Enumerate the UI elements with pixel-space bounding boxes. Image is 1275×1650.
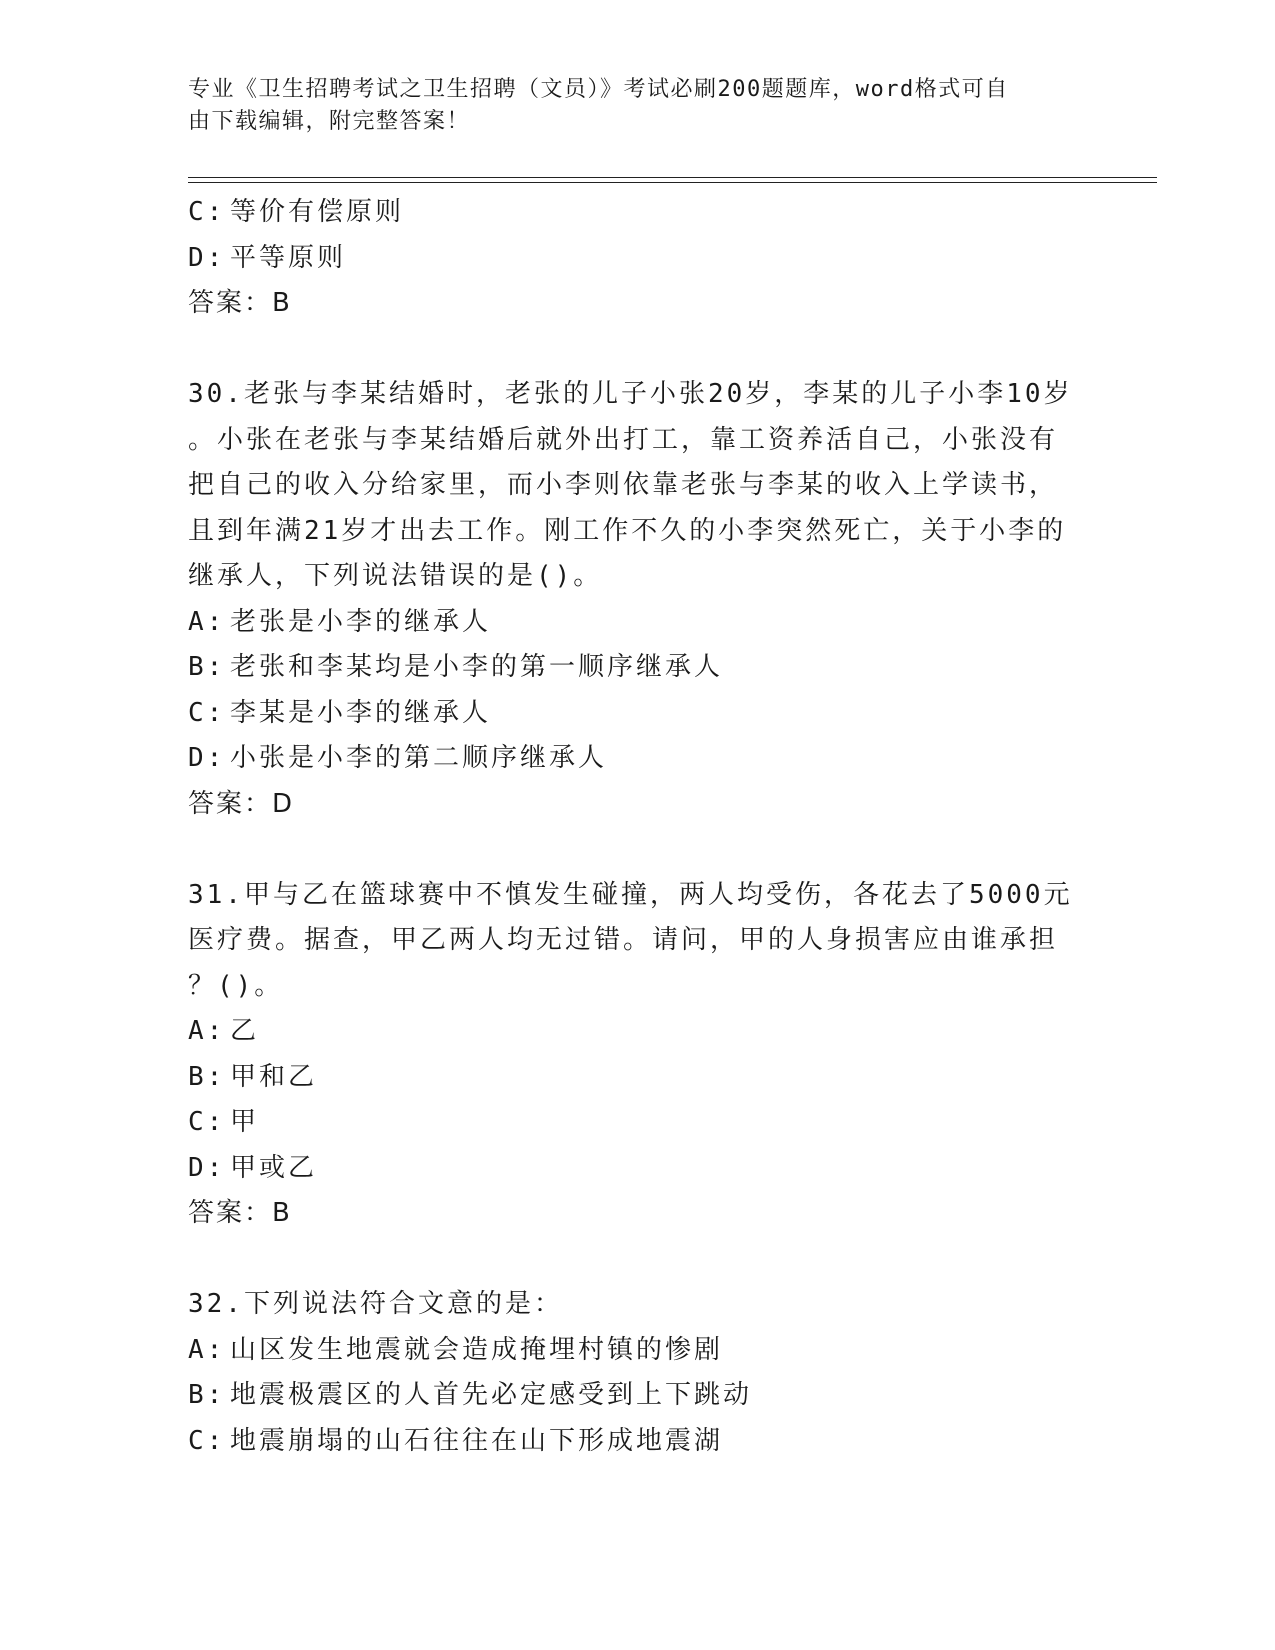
option-item (188, 190, 1088, 236)
question-30 (188, 372, 1088, 827)
option-text: 甲或乙 (230, 1152, 318, 1183)
option-text: 甲和乙 (230, 1061, 318, 1092)
option-letter: D: (188, 743, 226, 773)
option-item (188, 691, 1088, 737)
spacer (188, 827, 1088, 873)
option-letter: C: (188, 197, 226, 227)
prev-question-block (188, 190, 1088, 327)
option-item (188, 236, 1088, 282)
option-item (188, 1100, 1088, 1146)
option-item (188, 1055, 1088, 1101)
header-divider-top (188, 177, 1157, 178)
option-item (188, 1419, 1088, 1465)
document-header (188, 74, 1068, 138)
stem-line: ？()。 (188, 970, 284, 1001)
option-letter: A: (188, 606, 226, 637)
option-item (188, 1009, 1088, 1055)
stem-line: 把自己的收入分给家里，而小李则依靠老张与李某的收入上学读书， (188, 470, 1059, 500)
option-letter: D: (188, 1152, 226, 1183)
stem-line: 继承人，下列说法错误的是()。 (188, 561, 603, 591)
option-text: 老张和李某均是小李的第一顺序继承人 (230, 652, 724, 682)
option-text: 山区发生地震就会造成掩埋村镇的惨剧 (230, 1334, 724, 1365)
option-text: 老张是小李的继承人 (230, 606, 492, 637)
option-letter: A: (188, 1334, 226, 1365)
option-letter: D: (188, 242, 226, 273)
option-text: 平等原则 (230, 242, 347, 273)
question-stem (188, 873, 1088, 1010)
option-letter: B: (188, 1061, 226, 1092)
stem-line: 32.下列说法符合文意的是： (188, 1289, 563, 1319)
question-31 (188, 873, 1088, 1237)
stem-line: 且到年满21岁才出去工作。刚工作不久的小李突然死亡，关于小李的 (188, 515, 1067, 546)
stem-line: 30.老张与李某结婚时，老张的儿子小张20岁，李某的儿子小李10岁 (188, 379, 1073, 409)
header-line-2: 由下载编辑，附完整答案！ (188, 109, 471, 134)
option-text: 乙 (230, 1016, 260, 1046)
option-item (188, 645, 1088, 691)
option-text: 甲 (230, 1107, 260, 1137)
option-letter: B: (188, 652, 226, 682)
option-text: 小张是小李的第二顺序继承人 (230, 743, 608, 773)
option-item (188, 1328, 1088, 1374)
question-stem (188, 372, 1088, 600)
option-letter: C: (188, 1425, 226, 1456)
option-item (188, 600, 1088, 646)
header-divider-bottom (188, 182, 1157, 183)
answer-label: 答案：B (188, 1198, 292, 1228)
option-text: 等价有偿原则 (230, 197, 405, 227)
option-item (188, 736, 1088, 782)
option-letter: C: (188, 697, 226, 728)
option-letter: C: (188, 1107, 226, 1137)
spacer (188, 1237, 1088, 1283)
answer-label: 答案：D (188, 788, 295, 819)
question-content (188, 190, 1088, 1464)
option-text: 李某是小李的继承人 (230, 697, 492, 728)
stem-line: 31.甲与乙在篮球赛中不慎发生碰撞，两人均受伤，各花去了5000元 (188, 879, 1073, 910)
option-letter: A: (188, 1016, 226, 1046)
header-line-1: 专业《卫生招聘考试之卫生招聘（文员）》考试必刷200题题库，word格式可自 (188, 77, 1009, 102)
option-text: 地震崩塌的山石往往在山下形成地震湖 (230, 1425, 724, 1456)
answer-label: 答案：B (188, 288, 292, 318)
spacer (188, 327, 1088, 373)
option-item (188, 1146, 1088, 1192)
option-item (188, 1373, 1088, 1419)
question-32 (188, 1282, 1088, 1464)
question-stem (188, 1282, 1088, 1328)
option-letter: B: (188, 1380, 226, 1410)
option-text: 地震极震区的人首先必定感受到上下跳动 (230, 1380, 753, 1410)
stem-line: 医疗费。据查，甲乙两人均无过错。请问，甲的人身损害应由谁承担 (188, 925, 1059, 955)
stem-line: 。小张在老张与李某结婚后就外出打工，靠工资养活自己，小张没有 (188, 424, 1059, 455)
